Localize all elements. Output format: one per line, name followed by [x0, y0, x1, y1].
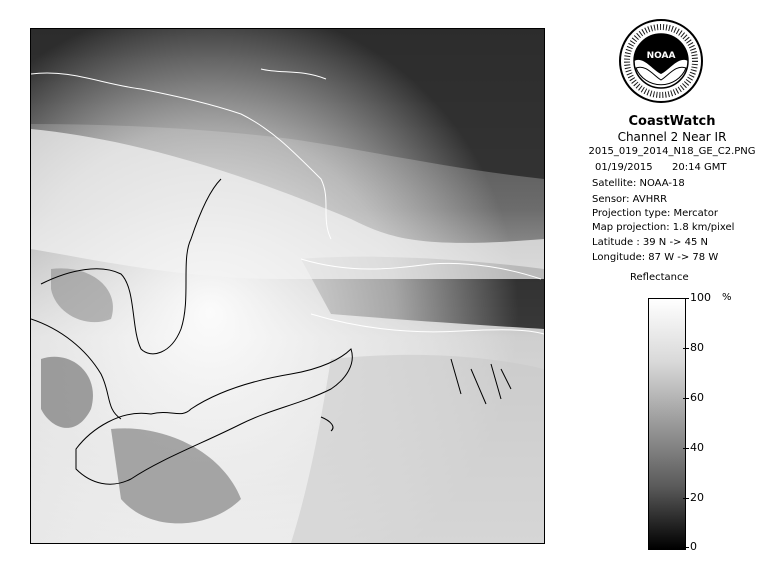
- colorbar-unit: %: [722, 292, 732, 303]
- satellite-image: [30, 28, 545, 544]
- satellite-label: Satellite: NOAA-18: [592, 178, 685, 189]
- colorbar-title: Reflectance: [630, 272, 689, 283]
- product-name: Channel 2 Near IR: [617, 130, 727, 144]
- colorbar: [648, 298, 686, 550]
- logo-text: NOAA: [646, 51, 676, 61]
- satellite-scene: [31, 29, 544, 543]
- colorbar-tick: [683, 298, 689, 299]
- colorbar-tick-label: 20: [690, 491, 704, 504]
- colorbar-tick-label: 80: [690, 341, 704, 354]
- brand-title: CoastWatch: [628, 114, 716, 129]
- colorbar-tick-label: 60: [690, 391, 704, 404]
- map-projection: Map projection: 1.8 km/pixel: [592, 222, 735, 233]
- file-name: 2015_019_2014_N18_GE_C2.PNG: [588, 146, 756, 157]
- colorbar-tick-label: 0: [690, 540, 697, 553]
- colorbar-tick-label: 100: [690, 291, 711, 304]
- colorbar-tick: [683, 498, 689, 499]
- colorbar-tick: [683, 398, 689, 399]
- colorbar-tick-label: 40: [690, 441, 704, 454]
- latitude-range: Latitude : 39 N -> 45 N: [592, 237, 708, 248]
- colorbar-tick: [683, 348, 689, 349]
- colorbar-tick: [683, 547, 689, 548]
- acquisition-time: 20:14 GMT: [672, 162, 727, 173]
- ripple-cloud-area: [291, 355, 544, 543]
- colorbar-tick: [683, 448, 689, 449]
- longitude-range: Longitude: 87 W -> 78 W: [592, 252, 719, 263]
- sensor-label: Sensor: AVHRR: [592, 194, 668, 205]
- noaa-logo: [618, 18, 704, 104]
- projection-type: Projection type: Mercator: [592, 208, 718, 219]
- acquisition-date: 01/19/2015: [595, 162, 653, 173]
